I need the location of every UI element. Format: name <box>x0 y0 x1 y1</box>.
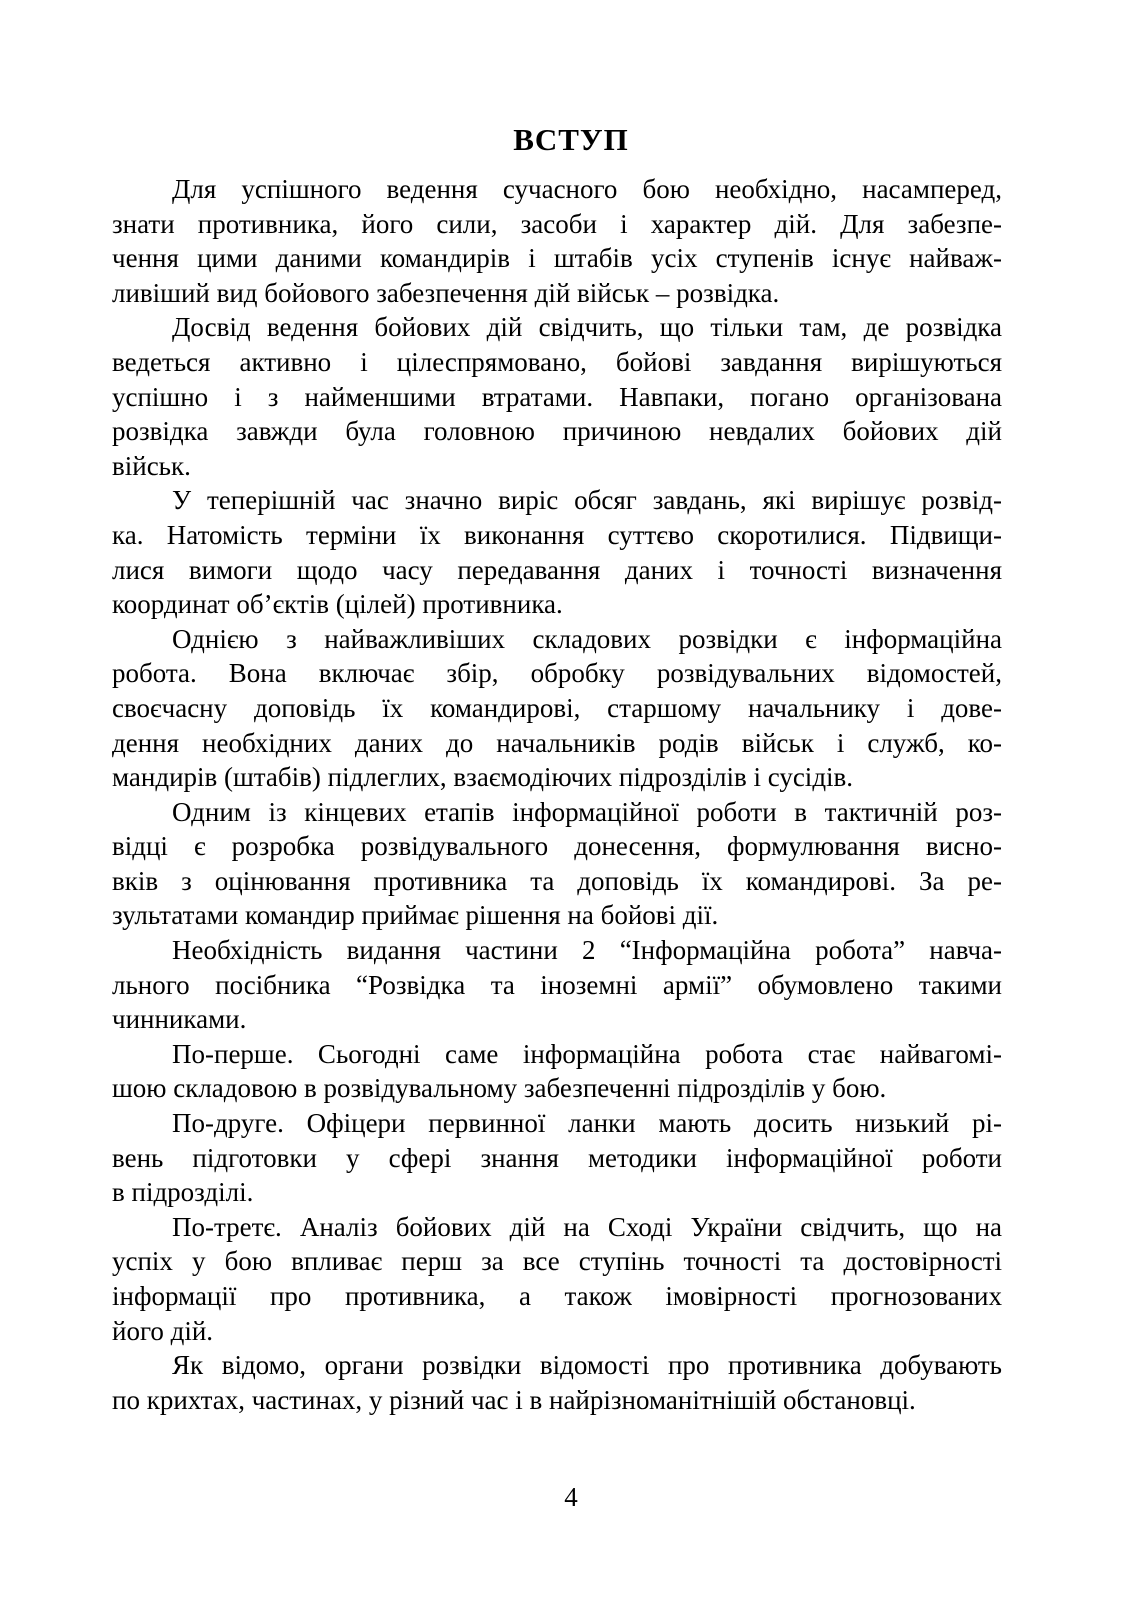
paragraph <box>112 1348 1002 1417</box>
text-line: зультатами командир приймає рішення на бойові дії. <box>112 900 719 931</box>
text-line: робота. Вона включає збір, обробку розвідувальних відомостей, <box>112 658 1002 689</box>
text-line: військ. <box>112 450 191 481</box>
text-line: чинниками. <box>112 1004 247 1035</box>
paragraph <box>112 1210 1002 1348</box>
text-line: мандирів (штабів) підлеглих, взаємодіючих підрозділів і сусідів. <box>112 762 854 793</box>
paragraph <box>112 172 1002 310</box>
text-line: знати противника, його сили, засоби і характер дій. Для забезпе- <box>112 208 1002 239</box>
text-line: Необхідність видання частини 2 “Інформаційна робота” навча- <box>172 935 1002 966</box>
text-line: У теперішній час значно виріс обсяг завдань, які вирішує розвід- <box>172 485 1002 516</box>
paragraph <box>112 795 1002 933</box>
paragraph <box>112 483 1002 621</box>
paragraph <box>112 1037 1002 1106</box>
text-line: ка. Натомість терміни їх виконання суттєво скоротилися. Підвищи- <box>112 519 1002 550</box>
text-line: вень підготовки у сфері знання методики інформаційної роботи <box>112 1142 1002 1173</box>
text-line: розвідка завжди була головною причиною невдалих бойових дій <box>112 416 1002 447</box>
text-line: Однією з найважливіших складових розвідки є інформаційна <box>172 623 1002 654</box>
text-line: шою складовою в розвідувальному забезпеченні підрозділів у бою. <box>112 1073 887 1104</box>
text-line: успішно і з найменшими втратами. Навпаки, погано організована <box>112 381 1002 412</box>
text-line: льного посібника “Розвідка та іноземні армії” обумовлено такими <box>112 969 1002 1000</box>
text-line: ливіший вид бойового забезпечення дій військ – розвідка. <box>112 277 780 308</box>
text-line: Одним із кінцевих етапів інформаційної роботи в тактичній роз- <box>172 796 1002 827</box>
text-line: успіх у бою впливає перш за все ступінь точності та достовірності <box>112 1246 1002 1277</box>
paragraph <box>112 1106 1002 1210</box>
body-text <box>112 172 1002 1417</box>
text-line: Досвід ведення бойових дій свідчить, що тільки там, де розвідка <box>172 312 1002 343</box>
text-line: Для успішного ведення сучасного бою необхідно, насамперед, <box>172 174 1002 204</box>
text-line: По-третє. Аналіз бойових дій на Сході України свідчить, що на <box>172 1211 1002 1242</box>
text-line: в підрозділі. <box>112 1177 254 1208</box>
text-line: дення необхідних даних до начальників родів військ і служб, ко- <box>112 727 1002 758</box>
text-line: відці є розробка розвідувального донесення, формулювання висно- <box>112 831 1002 862</box>
page-number: 4 <box>564 1482 578 1512</box>
text-line: лися вимоги щодо часу передавання даних і точності визначення <box>112 554 1002 585</box>
paragraph <box>112 933 1002 1037</box>
text-line: По-друге. Офіцери первинної ланки мають досить низький рі- <box>172 1108 1002 1139</box>
text-line: ведеться активно і цілеспрямовано, бойові завдання вирішуються <box>112 346 1002 377</box>
text-line: його дій. <box>112 1315 214 1346</box>
text-line: чення цими даними командирів і штабів усіх ступенів існує найваж- <box>112 243 1002 274</box>
text-line: вків з оцінювання противника та доповідь їх командирові. За ре- <box>112 865 1002 896</box>
text-line: Як відомо, органи розвідки відомості про противника добувають <box>172 1350 1002 1381</box>
text-line: координат об’єктів (цілей) противника. <box>112 589 563 620</box>
text-line: по крихтах, частинах, у різний час і в найрізноманітнішій обстановці. <box>112 1384 916 1415</box>
text-line: інформації про противника, а також імовірності прогнозованих <box>112 1281 1002 1311</box>
paragraph <box>112 310 1002 483</box>
paragraph <box>112 622 1002 795</box>
text-line: По-перше. Сьогодні саме інформаційна робота стає найвагомі- <box>172 1038 1002 1069</box>
text-line: своєчасну доповідь їх командирові, старшому начальнику і дове- <box>112 692 1002 723</box>
page-title: ВСТУП <box>513 122 629 157</box>
